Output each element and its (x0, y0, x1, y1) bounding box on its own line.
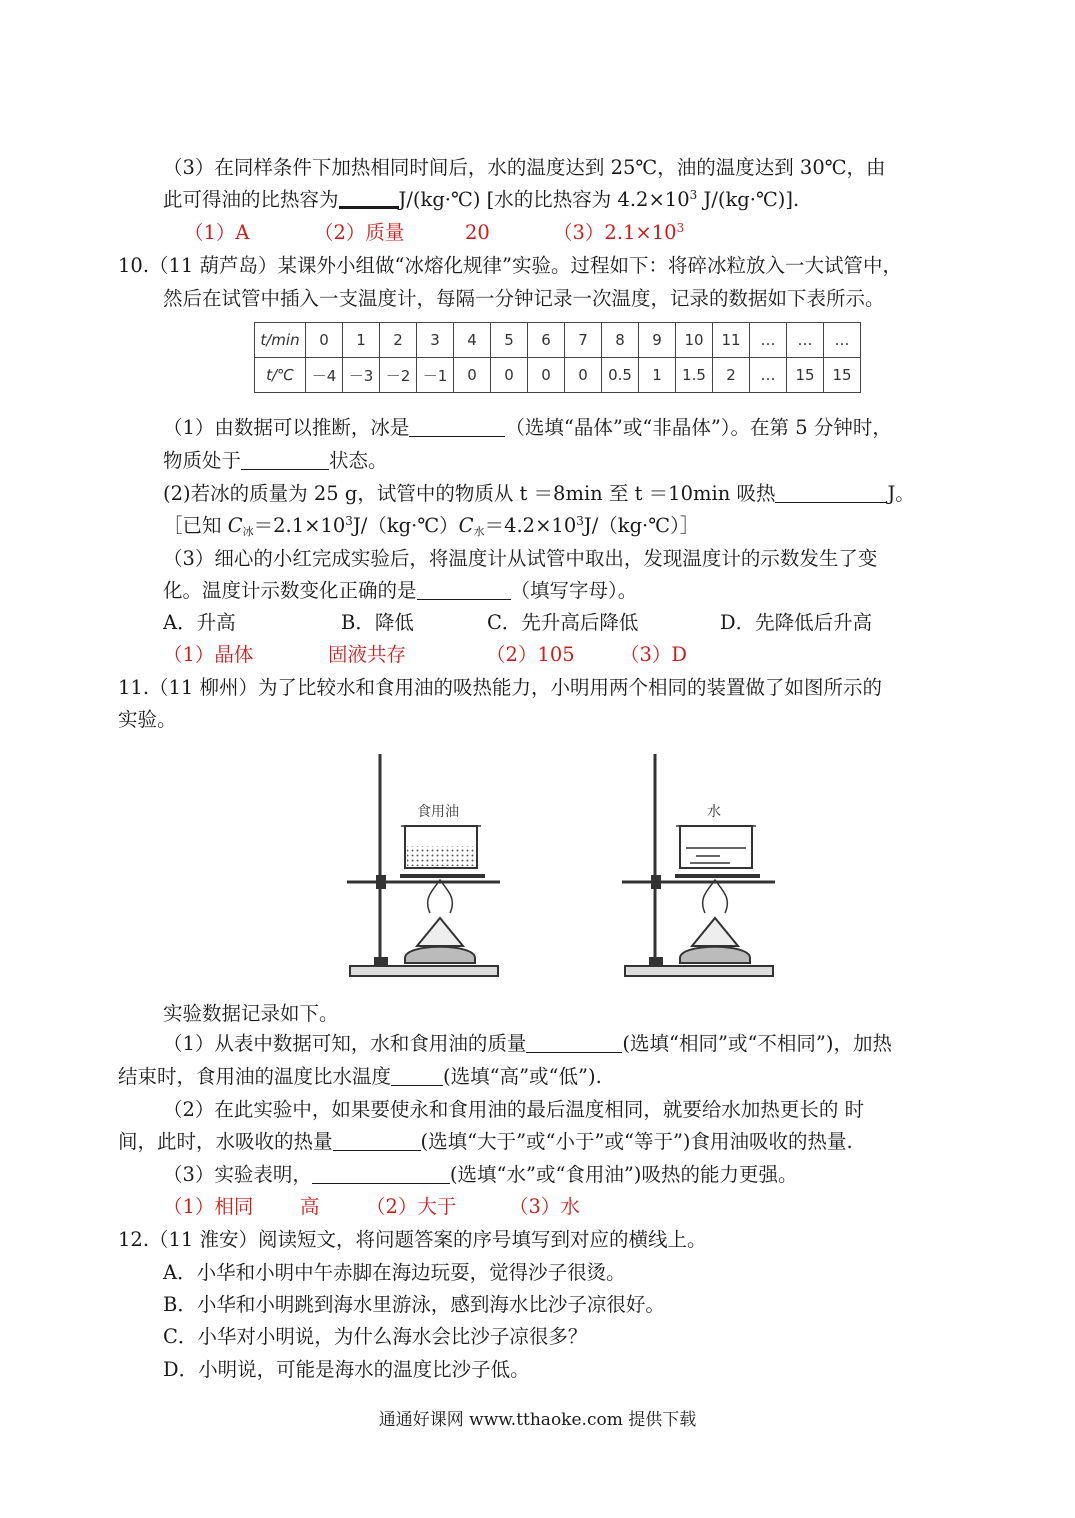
q10-part3-text2: （填写字母）。 (510, 579, 638, 602)
answer-blank (391, 1065, 443, 1086)
table-cell: 0 (565, 358, 602, 393)
value-text: ＝4.2×10 (484, 514, 577, 537)
q11-part2-text: 间，此时，水吸收的热量 (118, 1130, 333, 1153)
table-cell: 2 (380, 323, 417, 358)
q10-part1-text2: （选填“晶体”或“非晶体”）。在第 5 分钟时， (505, 416, 892, 439)
q11-part3-text: （3）实验表明， (163, 1163, 312, 1186)
q9-part3-unit: J/(kg·℃) [水的比热容为 4.2×10 (398, 188, 690, 211)
table-cell: 8 (602, 323, 639, 358)
q9-answer-3: 20 (465, 221, 490, 244)
q10-part2-line2 (163, 512, 699, 546)
clamp (377, 876, 385, 888)
superscript: 3 (676, 221, 685, 235)
answer-blank (775, 482, 887, 503)
base-plate (625, 966, 773, 976)
answer-blank (417, 579, 511, 600)
q12-option-d: D．小明说，可能是海水的温度比沙子低。 (163, 1358, 530, 1381)
q11-part3-line (163, 1161, 798, 1189)
answer-blank (526, 1032, 622, 1053)
q9-answer-4 (553, 219, 684, 247)
lamp-body (680, 947, 750, 963)
q10-part3-line2 (163, 577, 637, 605)
apparatus-water (622, 754, 775, 976)
table-cell: －1 (417, 358, 454, 393)
table-cell: 0.5 (602, 358, 639, 393)
q11-intro-line2: 实验。 (118, 708, 177, 731)
flame (703, 880, 728, 913)
q9-part3-text: 此可得油的比热容为 (163, 188, 339, 211)
symbol-c: C (458, 514, 474, 537)
q11-part1-line1 (163, 1030, 892, 1058)
base-foot (375, 958, 387, 966)
base-plate (350, 966, 498, 976)
q10-option-d: D．先降低后升高 (720, 611, 873, 634)
clamp (652, 876, 660, 888)
subscript: 冰 (242, 525, 254, 538)
q10-answer-2: 固液共存 (328, 643, 407, 666)
q12-option-a: A．小华和小明中午赤脚在海边玩耍，觉得沙子很烫。 (163, 1261, 626, 1284)
q9-part3-line1: （3）在同样条件下加热相同时间后，水的温度达到 25℃，油的温度达到 30℃，由 (163, 156, 886, 179)
page-footer: 通通好课网 www.tthaoke.com 提供下载 (378, 1410, 697, 1430)
q11-answer-4: （3）水 (509, 1195, 580, 1218)
q10-answer-4: （3）D (620, 643, 688, 666)
q11-part1-text2: (选填“相同”或“不相同”)，加热 (622, 1032, 893, 1055)
q10-part3-line1: （3）细心的小红完成实验后，将温度计从试管中取出，发现温度计的示数发生了变 (163, 547, 878, 570)
subscript: 水 (473, 525, 485, 538)
table-cell: －4 (306, 358, 343, 393)
table-cell: 15 (824, 358, 861, 393)
table-cell: … (750, 358, 787, 393)
bracket-text: ［已知 (163, 514, 228, 537)
value-text: ＝2.1×10 (253, 514, 346, 537)
answer-blank (409, 416, 505, 437)
q10-option-b: B．降低 (341, 611, 414, 634)
table-cell: 5 (491, 323, 528, 358)
q11-answer-2: 高 (300, 1195, 320, 1218)
table-cell: 2 (713, 358, 750, 393)
q10-intro-line1: 10.（11 葫芦岛）某课外小组做“冰熔化规律”实验。过程如下：将碎冰粒放入一大试管中， (118, 254, 902, 277)
q10-part1-text3: 物质处于 (163, 449, 242, 472)
q11-part1-text4: (选填“高”或“低”). (443, 1065, 602, 1088)
q10-part1-line1 (163, 414, 892, 442)
table-header-time: t/min (260, 331, 300, 349)
table-row-temperature (255, 358, 861, 393)
beaker (680, 826, 752, 868)
lamp-body (405, 947, 475, 963)
superscript: 3 (689, 188, 698, 202)
q11-part2-line2 (118, 1128, 853, 1156)
q10-part1-text4: 状态。 (329, 449, 388, 472)
temperature-table (254, 322, 861, 393)
q12-option-c: C．小华对小明说，为什么海水会比沙子凉很多？ (163, 1325, 588, 1348)
q10-part1-text: （1）由数据可以推断，冰是 (163, 416, 410, 439)
superscript: 3 (576, 514, 584, 528)
table-cell: 0 (454, 358, 491, 393)
label-oil: 食用油 (417, 804, 459, 820)
answer-text: （3）2.1×10 (553, 221, 677, 244)
liquid-oil (407, 846, 475, 866)
answer-blank (339, 186, 399, 209)
q12-option-b: B．小华和小明跳到海水里游泳，感到海水比沙子凉很好。 (163, 1293, 665, 1316)
q11-record: 实验数据记录如下。 (163, 1002, 339, 1025)
unit-text: J/（kg·℃） (352, 514, 459, 537)
table-cell: 10 (676, 323, 713, 358)
q9-answer-2: （2）质量 (314, 221, 405, 244)
alcohol-lamp (692, 918, 738, 946)
table-header-temp: t/℃ (266, 366, 294, 384)
table-cell: 0 (491, 358, 528, 393)
q11-intro-line1: 11.（11 柳州）为了比较水和食用油的吸热能力，小明用两个相同的装置做了如图所示的 (118, 676, 883, 699)
q10-answer-3: （2）105 (486, 643, 575, 666)
label-water: 水 (707, 804, 721, 820)
apparatus-oil (347, 754, 500, 976)
q10-option-c: C．先升高后降低 (487, 611, 639, 634)
table-cell: －3 (343, 358, 380, 393)
table-cell: 1.5 (676, 358, 713, 393)
q9-part3-line2 (163, 186, 799, 214)
base-foot (650, 958, 662, 966)
superscript: 3 (345, 514, 353, 528)
flame (428, 880, 453, 913)
q9-part3-unit-end: J/(kg·℃)]. (697, 188, 800, 211)
q10-part1-line2 (163, 447, 388, 475)
q10-part3-text: 化。温度计示数变化正确的是 (163, 579, 417, 602)
table-cell: 1 (343, 323, 380, 358)
table-cell: 15 (787, 358, 824, 393)
table-cell: 9 (639, 323, 676, 358)
answer-blank (312, 1163, 450, 1184)
table-cell: 7 (565, 323, 602, 358)
q11-part1-text3: 结束时，食用油的温度比水温度 (118, 1065, 392, 1088)
symbol-c: C (227, 514, 243, 537)
q11-part2-text2: (选填“大于”或“小于”或“等于”)食用油吸收的热量. (420, 1130, 853, 1153)
q11-part1-text: （1）从表中数据可知，水和食用油的质量 (163, 1032, 527, 1055)
q9-answer-1: （1）A (184, 221, 250, 244)
q12-intro: 12.（11 淮安）阅读短文，将问题答案的序号填写到对应的横线上。 (118, 1228, 707, 1251)
table-row-time (255, 323, 861, 358)
q10-option-a: A．升高 (163, 611, 236, 634)
table-cell: 1 (639, 358, 676, 393)
table-cell: 6 (528, 323, 565, 358)
unit-text: J/（kg·℃）］ (583, 514, 700, 537)
q11-part2-line1: （2）在此实验中，如果要使永和食用油的最后温度相同，就要给水加热更长的 时 (163, 1098, 865, 1121)
heating-apparatus-figure (345, 748, 775, 983)
table-cell: －2 (380, 358, 417, 393)
table-cell: 4 (454, 323, 491, 358)
table-cell: … (824, 323, 861, 358)
q10-answer-1: （1）晶体 (163, 643, 254, 666)
q11-answer-3: （2）大于 (366, 1195, 457, 1218)
answer-blank (333, 1130, 421, 1151)
q11-part1-line2 (118, 1063, 602, 1091)
table-cell: 3 (417, 323, 454, 358)
table-cell: … (787, 323, 824, 358)
q10-part2-line1 (163, 480, 915, 508)
q10-intro-line2: 然后在试管中插入一支温度计，每隔一分钟记录一次温度，记录的数据如下表所示。 (163, 287, 885, 310)
q11-part3-text2: (选填“水”或“食用油”)吸热的能力更强。 (449, 1163, 798, 1186)
alcohol-lamp (417, 918, 463, 946)
answer-blank (241, 449, 329, 470)
q10-part2-unit: J。 (887, 482, 915, 505)
table-cell: 11 (713, 323, 750, 358)
q11-answer-1: （1）相同 (163, 1195, 254, 1218)
liquid-water (686, 848, 746, 863)
table-cell: 0 (528, 358, 565, 393)
q10-part2-text: (2)若冰的质量为 25 g，试管中的物质从 t ＝8min 至 t ＝10min 吸热 (163, 482, 776, 505)
table-cell: 0 (306, 323, 343, 358)
table-cell: … (750, 323, 787, 358)
